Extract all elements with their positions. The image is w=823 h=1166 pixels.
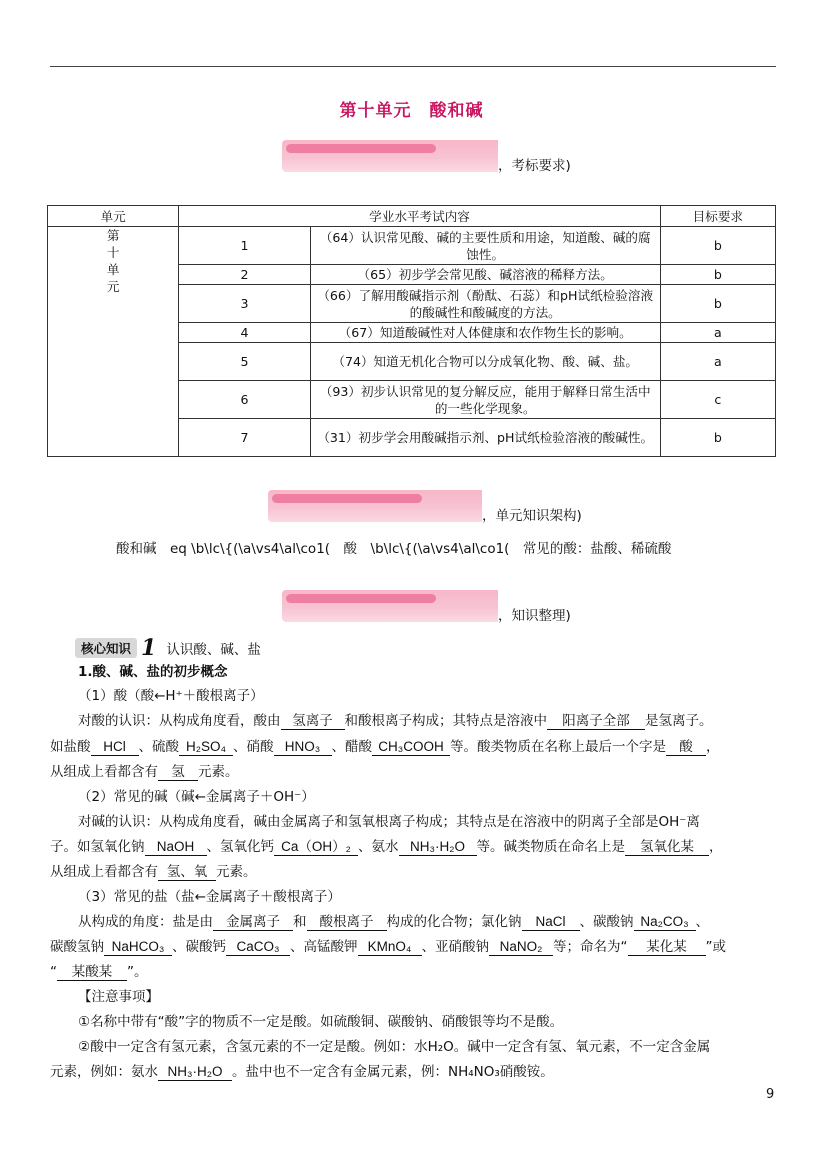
text: “ (50, 964, 57, 980)
text: 和 (293, 914, 307, 930)
row-level: b (660, 285, 775, 323)
text: 如盐酸 (50, 739, 91, 755)
header-content: 学业水平考试内容 (179, 206, 660, 227)
unit-char: 十 (106, 245, 120, 260)
banner-requirements-label-wrap (498, 140, 618, 172)
row-number: 1 (179, 227, 310, 265)
text: 等；命名为“ (553, 939, 628, 955)
base-line-3 (50, 862, 776, 882)
unit-char: 元 (106, 279, 120, 294)
note-1: ①名称中带有“酸”字的物质不一定是酸。如硫酸铜、碳酸钠、硝酸银等均不是酸。 (78, 1014, 564, 1030)
base-line-2 (50, 837, 776, 857)
header-unit: 单元 (48, 206, 179, 227)
acid-line-1 (50, 711, 804, 731)
text: 、高锰酸钾 (290, 939, 358, 955)
answer-blank: CH₃COOH (372, 738, 450, 756)
core-badge: 核心知识 (75, 638, 137, 658)
text: 、硝酸 (233, 739, 274, 755)
text: 子。如氢氧化钠 (50, 839, 145, 855)
answer-blank: HNO₃ (274, 738, 332, 756)
row-content: （64）认识常见酸、碱的主要性质和用途，知道酸、碱的腐蚀性。 (310, 227, 660, 265)
note-3 (50, 1062, 776, 1082)
row-content: （67）知道酸碱性对人体健康和农作物生长的影响。 (310, 323, 660, 343)
text: 等。碱类物质在命名上是 (476, 839, 625, 855)
text: ”。 (127, 964, 148, 980)
text: 构成的化合物；氯化钠 (386, 914, 522, 930)
page-number: 9 (766, 1087, 775, 1102)
text: ”或 (705, 939, 726, 955)
text: 、 (695, 914, 709, 930)
banner-stripe (272, 494, 422, 503)
row-level: a (660, 343, 775, 381)
text: 、碳酸钠 (579, 914, 634, 930)
salt-line-1 (50, 912, 804, 932)
text: 、亚硝酸钠 (421, 939, 489, 955)
core-knowledge-heading (75, 635, 261, 661)
answer-blank: KMnO₄ (358, 938, 422, 956)
salt-heading: （3）常见的盐（盐←金属离子＋酸根离子） (78, 889, 341, 905)
answer-blank: 金属离子 (213, 913, 293, 931)
row-number: 2 (179, 265, 310, 285)
banner-framework-label-wrap (482, 490, 602, 522)
text: ， (706, 739, 720, 755)
row-level: b (660, 227, 775, 265)
row-number: 6 (179, 381, 310, 419)
text: 元素，例如：氨水 (50, 1064, 158, 1080)
answer-blank: NaHCO₃ (104, 938, 172, 956)
text: 从组成上看都含有 (50, 764, 158, 780)
answer-blank: NH₃·H₂O (399, 838, 477, 856)
text: 从组成上看都含有 (50, 864, 158, 880)
text: ， (709, 839, 723, 855)
page-title: 第十单元 酸和碱 (339, 101, 484, 121)
answer-blank: CaCO₃ (226, 938, 290, 956)
row-content: （65）初步学会常见酸、碱溶液的稀释方法。 (310, 265, 660, 285)
row-level: a (660, 323, 775, 343)
answer-blank: 氢氧化某 (625, 838, 709, 856)
answer-blank: NaCl (522, 913, 580, 931)
requirements-table (47, 205, 776, 457)
answer-blank: NaOH (145, 838, 207, 856)
core-number: 1 (141, 635, 157, 661)
base-line-1: 对碱的认识：从构成角度看，碱由金属离子和氢氧根离子构成；其特点是在溶液中的阴离子全部是OH⁻离 (78, 814, 700, 830)
row-content: （31）初步学会用酸碱指示剂、pH试纸检验溶液的酸碱性。 (310, 419, 660, 457)
answer-blank: H₂SO₄ (179, 738, 233, 756)
framework-text: 酸和碱 eq \b\lc\{(\a\vs4\al\co1( 酸 \b\lc\{(\a\vs4\al\co1( 常见的酸：盐酸、稀硫酸 (116, 541, 672, 557)
banner-summary-label: ，知识整理) (498, 608, 571, 624)
note-2: ②酸中一定含有氢元素，含氢元素的不一定是酸。例如：水H₂O。碱中一定含有氢、氧元素，不一定含金属 (78, 1039, 711, 1055)
text: 是氢离子。 (645, 713, 713, 729)
answer-blank: 氢、氧 (158, 863, 216, 881)
answer-blank: 氢 (158, 763, 198, 781)
answer-blank: 某酸某 (57, 963, 127, 981)
banner-framework-label: ，单元知识架构) (482, 508, 582, 524)
row-number: 5 (179, 343, 310, 381)
answer-blank: 阳离子全部 (547, 712, 645, 730)
row-level: c (660, 381, 775, 419)
answer-blank: NaNO₂ (489, 938, 553, 956)
core-title: 认识酸、碱、盐 (166, 642, 261, 658)
banner-summary (282, 590, 498, 622)
unit-cell (48, 227, 179, 457)
text: 等。酸类物质在名称上最后一个字是 (450, 739, 666, 755)
row-content: （66）了解用酸碱指示剂（酚酞、石蕊）和pH试纸检验溶液的酸碱性和酸碱度的方法。 (310, 285, 660, 323)
answer-blank: 氢离子 (281, 712, 345, 730)
text: 。盐中也不一定含有金属元素，例：NH₄NO₃硝酸铵。 (232, 1064, 554, 1080)
row-content: （74）知道无机化合物可以分成氧化物、酸、碱、盐。 (310, 343, 660, 381)
row-content: （93）初步认识常见的复分解反应，能用于解释日常生活中的一些化学现象。 (310, 381, 660, 419)
banner-stripe (286, 594, 436, 603)
section-heading: 1.酸、碱、盐的初步概念 (78, 664, 228, 680)
acid-heading: （1）酸（酸←H⁺＋酸根离子） (78, 688, 264, 704)
notes-heading: 【注意事项】 (78, 989, 159, 1005)
unit-char: 单 (106, 262, 120, 277)
row-number: 4 (179, 323, 310, 343)
row-number: 7 (179, 419, 310, 457)
text: 对酸的认识：从构成角度看，酸由 (78, 713, 281, 729)
header-level: 目标要求 (660, 206, 775, 227)
text: 元素。 (216, 864, 257, 880)
text: 和酸根离子构成；其特点是溶液中 (344, 713, 547, 729)
row-level: b (660, 419, 775, 457)
text: 、氢氧化钙 (206, 839, 274, 855)
answer-blank: 某化某 (628, 938, 706, 956)
text: 碳酸氢钠 (50, 939, 104, 955)
answer-blank: HCl (91, 738, 139, 756)
base-heading: （2）常见的碱（碱←金属离子＋OH⁻） (78, 789, 315, 805)
acid-line-2 (50, 737, 776, 757)
unit-char: 第 (106, 228, 120, 243)
text: 、碳酸钙 (172, 939, 226, 955)
banner-framework (268, 490, 482, 522)
salt-line-2 (50, 937, 776, 957)
banner-requirements-label: ，考标要求) (498, 158, 571, 174)
text: 从构成的角度：盐是由 (78, 914, 213, 930)
table-row (48, 227, 776, 265)
answer-blank: Na₂CO₃ (634, 913, 696, 931)
answer-blank: Ca（OH）₂ (274, 838, 358, 856)
row-number: 3 (179, 285, 310, 323)
salt-line-3 (50, 962, 776, 982)
row-level: b (660, 265, 775, 285)
acid-line-3 (50, 762, 776, 782)
answer-blank: NH₃·H₂O (158, 1063, 232, 1081)
banner-requirements (282, 140, 498, 172)
text: 、醋酸 (331, 739, 372, 755)
text: 、硫酸 (138, 739, 179, 755)
answer-blank: 酸根离子 (307, 913, 387, 931)
text: 、氨水 (358, 839, 399, 855)
table-header-row (48, 206, 776, 227)
answer-blank: 酸 (666, 738, 706, 756)
banner-stripe (286, 144, 436, 153)
banner-summary-label-wrap (498, 590, 618, 622)
header-rule (50, 66, 776, 67)
text: 元素。 (198, 764, 239, 780)
